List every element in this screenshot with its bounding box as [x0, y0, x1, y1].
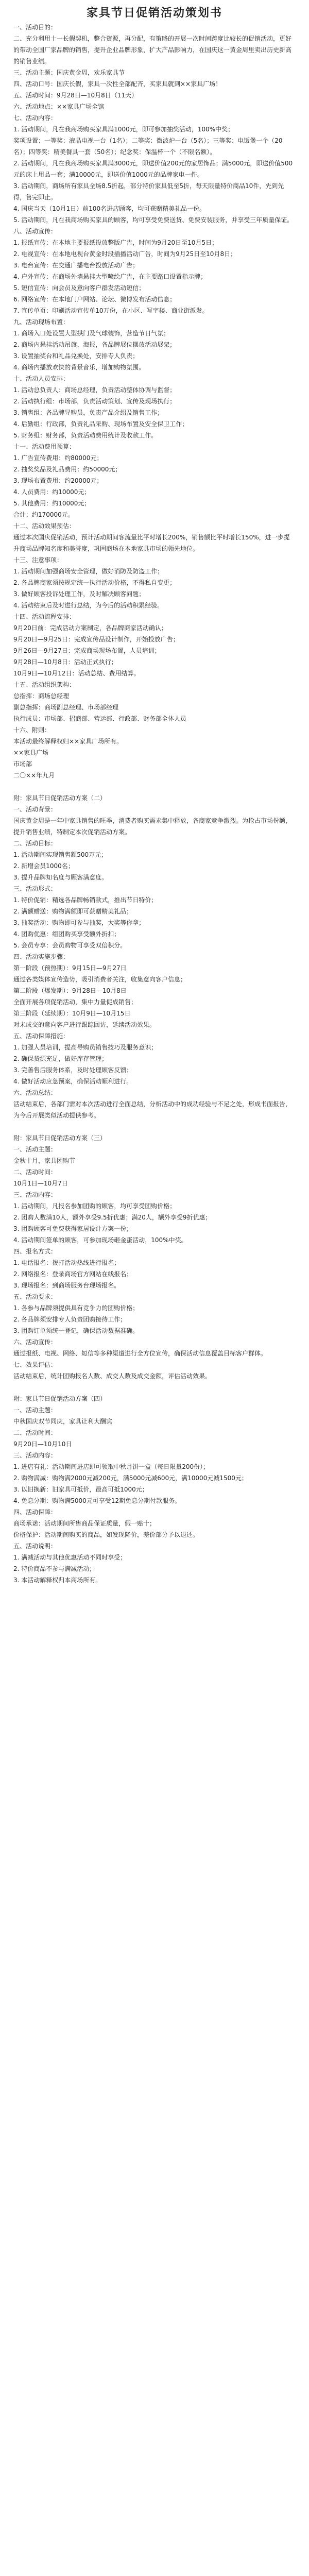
section-heading: 四、报名方式：	[13, 1248, 57, 1255]
section-heading: 三、活动内容：	[13, 1191, 57, 1198]
paragraph: 本活动最终解释权归××家具广场所有。	[13, 738, 123, 745]
section-heading: 一、活动目的：	[13, 24, 57, 31]
paragraph: 价格保护：活动期间购买的商品，如发现降价，差价部分予以退还。	[13, 1531, 199, 1538]
paragraph: 3. 提升品牌知名度与顾客满意度。	[13, 874, 108, 881]
paragraph: 2. 网络报名：登录商场官方网站在线报名；	[13, 1270, 133, 1278]
paragraph: 9月20日—9月25日：完成宣传品设计制作，开始投放广告；	[13, 636, 179, 643]
paragraph: 国庆黄金周是一年中家具销售的旺季，消费者购买需求集中释放，各商家竞争激烈。为抢占市场份额，提升销售业绩，特制定本次促销活动方案。	[13, 817, 292, 836]
paragraph: 2. 抽奖奖品及礼品费用：约50000元；	[13, 466, 122, 473]
paragraph: 1. 加强人员培训，提高导购员销售技巧及服务意识；	[13, 1044, 158, 1051]
section-heading: 二、活动目标：	[13, 840, 57, 847]
paragraph: 对未成交的意向客户进行跟踪回访，延续活动效果。	[13, 1021, 156, 1028]
paragraph: 奖项设置：一等奖：液晶电视一台（1名）；二等奖：微波炉一台（5名）；三等奖：电饭煲一个（20名）；四等奖：精美餐具一套（50名）；纪念奖：保温杯一个（不限名额）。	[13, 137, 283, 156]
section-heading: 三、活动内容：	[13, 1452, 57, 1459]
paragraph: 4. 户外宣传：在商场外墙悬挂大型喷绘广告，在主要路口设置指示牌；	[13, 273, 207, 280]
section-heading: 五、活动要求：	[13, 1293, 57, 1300]
paragraph: 市场部	[13, 760, 32, 768]
paragraph: 第三阶段（延续期）：10月9日—10月15日	[13, 1010, 131, 1017]
paragraph: 3. 现场布置费用：约20000元；	[13, 477, 103, 484]
section-heading: 二、活动时间：	[13, 1429, 57, 1436]
paragraph: 9月28日—10月8日：活动正式执行；	[13, 658, 117, 666]
paragraph: 5. 活动期间，凡在我商场购买家具的顾客，均可享受免费送货、免费安装服务，并享受三年质量保证。	[13, 216, 294, 224]
paragraph: 1. 活动期间加强商场安全管理，做好消防及防盗工作；	[13, 568, 164, 575]
paragraph: 1. 活动期间，凡在我商场购买家具满1000元，即可参加抽奖活动，100%中奖；	[13, 126, 234, 133]
paragraph: 7. 宣传单页：印刷活动宣传单10万份，在小区、写字楼、商业街派发。	[13, 307, 209, 314]
paragraph: 2. 确保货源充足，做好库存管理；	[13, 1055, 108, 1062]
paragraph: 5. 会员专享：会员购物可享受双倍积分。	[13, 942, 127, 949]
paragraph: 总指挥：商场总经理	[13, 692, 70, 700]
paragraph: 1. 广告宣传费用：约80000元；	[13, 454, 103, 462]
section-heading: 九、活动现场布置：	[13, 318, 70, 326]
paragraph: 1. 活动总负责人：商场总经理，负责活动整体协调与监督；	[13, 386, 176, 394]
section-heading: 附：家具节日促销活动方案（四）	[13, 1395, 107, 1402]
paragraph: 3. 电台宣传：在交通广播电台投放活动广告；	[13, 262, 139, 269]
paragraph: 通过各类媒体宣传造势，吸引消费者关注，收集意向客户信息；	[13, 976, 187, 983]
section-heading: 三、活动主题：国庆黄金周，欢乐家具节	[13, 69, 125, 76]
paragraph: 4. 活动结束后及时进行总结，为今后的活动积累经验。	[13, 602, 164, 609]
section-heading: 三、活动形式：	[13, 885, 57, 892]
paragraph: 3. 做好顾客投诉处理工作，及时解决顾客问题；	[13, 590, 145, 598]
paragraph: 商场承诺：活动期间所售商品保证质量，假一赔十；	[13, 1520, 156, 1527]
paragraph: 执行成员：市场部、招商部、营运部、行政部、财务部全体人员	[13, 715, 187, 722]
paragraph: ××家具广场	[13, 749, 49, 756]
section-heading: 四、活动保障：	[13, 1509, 57, 1516]
paragraph: 4. 人员费用：约10000元；	[13, 488, 91, 496]
section-heading: 七、效果评估：	[13, 1361, 57, 1368]
paragraph	[13, 1121, 296, 1132]
paragraph: 3. 团购订单须统一登记，确保活动数据准确。	[13, 1327, 139, 1334]
paragraph: 4. 团购优惠：组团购买享受额外折扣；	[13, 930, 121, 938]
section-heading: 六、活动地点：××家具广场全馆	[13, 103, 105, 110]
paragraph: 3. 活动期间，商场所有家具全场8.5折起，部分特价家具低至5折，每天限量特价商品10件，先到先得，售完即止。	[13, 182, 284, 201]
section-heading: 五、活动保障措施：	[13, 1032, 70, 1040]
section-heading: 十、活动人员安排：	[13, 375, 70, 382]
paragraph: 1. 电话报名：拨打活动热线进行报名；	[13, 1259, 121, 1266]
paragraph: 全面开展各项促销活动，集中力量促成销售；	[13, 998, 138, 1006]
section-heading: 五、活动说明：	[13, 1543, 57, 1550]
paragraph: 1. 活动期间，凡报名参加团购的顾客，均可享受团购价格；	[13, 1202, 176, 1210]
section-heading: 一、活动背景：	[13, 806, 57, 813]
paragraph: 中秋国庆双节同庆，家具让利大酬宾	[13, 1418, 113, 1425]
paragraph: 2. 满额赠送：购物满额即可获赠精美礼品；	[13, 908, 133, 915]
paragraph: 2. 团购人数满10人，额外享受9.5折优惠；满20人，额外享受9折优惠；	[13, 1214, 212, 1221]
paragraph: 5. 短信宣传：向会员及意向客户群发活动短信；	[13, 284, 145, 292]
section-heading: 十一、活动费用预算：	[13, 443, 76, 450]
paragraph: 活动结束后，统计团购报名人数、成交人数及成交金额，评估活动效果。	[13, 1372, 212, 1380]
paragraph: 1. 各参与品牌须提供具有竞争力的团购价格；	[13, 1304, 139, 1312]
document-body	[13, 22, 296, 1586]
section-heading: 四、活动口号：国庆长假，家具一次性全部配齐，买家具就到××家具广场！	[13, 80, 222, 88]
section-heading: 四、活动实施步骤：	[13, 953, 70, 960]
paragraph: 1. 商场入口处设置大型拱门及气球装饰，营造节日气氛；	[13, 330, 170, 337]
paragraph: 1. 满减活动与其他优惠活动不同时享受；	[13, 1554, 127, 1561]
paragraph: 活动结束后，各部门需对本次活动进行全面总结，分析活动中的成功经验与不足之处，形成书面报告，为今后开展类似活动提供参考。	[13, 1100, 292, 1119]
paragraph: 3. 以旧换新：旧家具可抵价，最高可抵1000元；	[13, 1486, 148, 1493]
paragraph: 3. 本活动解释权归本商场所有。	[13, 1577, 102, 1584]
section-heading: 一、活动主题：	[13, 1146, 57, 1153]
paragraph: 4. 做好活动应急预案，确保活动顺利进行。	[13, 1078, 133, 1085]
section-heading: 附：家具节日促销活动方案（二）	[13, 794, 107, 802]
paragraph: 3. 销售组：各品牌导购员，负责产品介绍及销售工作；	[13, 409, 164, 416]
document-title: 家具节日促销活动策划书	[86, 6, 222, 20]
section-heading: 八、活动宣传：	[13, 228, 57, 235]
paragraph: 2. 活动期间，凡在我商场购买家具满3000元，即送价值200元的家居饰品；满5000元，即送价值500元的床上用品一套；满10000元，即送价值1000元的品牌家电一件。	[13, 160, 293, 178]
paragraph	[13, 781, 296, 792]
paragraph: 4. 后勤组：行政部，负责礼品采购、现场布置及安全保卫工作；	[13, 420, 188, 428]
paragraph: 合计：约170000元。	[13, 511, 74, 518]
section-heading: 七、活动内容：	[13, 114, 57, 122]
section-heading: 五、活动时间：9月28日—10月8日（11天）	[13, 92, 138, 99]
section-heading: 十六、附则：	[13, 726, 51, 734]
paragraph: 4. 免息分期：购物满5000元可享受12期免息分期付款服务。	[13, 1497, 181, 1504]
paragraph: 5. 其他费用：约10000元；	[13, 500, 91, 507]
paragraph: 2. 购物满减：购物满2000元减200元，满5000元减600元，满10000元减1500元；	[13, 1475, 248, 1482]
paragraph: 4. 活动期间签单的顾客，可参加现场砸金蛋活动，100%中奖。	[13, 1236, 187, 1244]
section-heading: 六、活动宣传：	[13, 1338, 57, 1346]
paragraph: 第一阶段（预热期）：9月15日—9月27日	[13, 964, 127, 972]
paragraph: 副总指挥：商场副总经理、市场部经理	[13, 704, 119, 711]
paragraph: 1. 特价促销：精选各品牌畅销款式，推出节日特价；	[13, 896, 158, 904]
paragraph: 2. 各品牌须安排专人负责团购接待工作；	[13, 1316, 127, 1323]
paragraph: 2. 各品牌商家须按规定统一执行活动价格，不得私自变更；	[13, 579, 176, 586]
section-heading: 二、充分利用十一长假契机，整合资源，再分配，有策略的开展一次时间跨度比较长的促销活动，更好的带动全国厂家品牌的销售，提升企业品牌形象，扩大产品影响力，在国庆这一黄金周里卖出历史新高的销售业绩。	[13, 35, 292, 65]
paragraph: 3. 团购顾客可免费获得家居设计方案一份；	[13, 1225, 133, 1232]
paragraph: 二〇××年九月	[13, 772, 55, 779]
paragraph: 3. 完善售后服务体系，及时处理顾客反馈；	[13, 1066, 133, 1074]
paragraph: 2. 商场内悬挂活动吊旗、海报，各品牌展位摆放活动展架；	[13, 341, 176, 348]
paragraph: 第二阶段（爆发期）：9月28日—10月8日	[13, 987, 127, 994]
paragraph: 1. 进店有礼：活动期间进店即可领取中秋月饼一盒（每日限量200份）；	[13, 1463, 210, 1470]
paragraph	[13, 1382, 296, 1393]
paragraph: 3. 现场报名：到商场服务台现场报名。	[13, 1282, 121, 1289]
section-heading: 六、活动总结：	[13, 1089, 57, 1096]
paragraph: 9月26日—9月27日：完成商场现场布置，人员培训；	[13, 647, 161, 654]
paragraph: 通过报纸、电视、网络、短信等多种渠道进行全方位宣传，确保活动信息覆盖目标客户群体。	[13, 1350, 267, 1357]
section-heading: 十三、注意事项：	[13, 556, 63, 564]
paragraph: 9月20日前：完成活动方案制定，各品牌商家活动确认；	[13, 624, 167, 632]
section-heading: 二、活动时间：	[13, 1168, 57, 1176]
section-heading: 附：家具节日促销活动方案（三）	[13, 1134, 107, 1142]
paragraph: 2. 电视宣传：在本地电视台黄金时段插播活动广告，时间为9月25日至10月8日；	[13, 250, 237, 258]
paragraph: 金秋十月，家具团购节	[13, 1157, 76, 1164]
paragraph: 1. 活动期间实现销售额500万元；	[13, 851, 108, 858]
paragraph: 4. 商场内播放欢快的背景音乐，增加购物氛围。	[13, 364, 145, 371]
paragraph: 3. 抽奖活动：购物即可参与抽奖，大奖等你拿；	[13, 919, 145, 926]
paragraph: 6. 网络宣传：在本地门户网站、论坛、微博发布活动信息；	[13, 296, 176, 303]
section-heading: 一、活动主题：	[13, 1406, 57, 1414]
paragraph: 2. 特价商品不参与满减活动；	[13, 1565, 96, 1572]
paragraph: 1. 报纸宣传：在本地主要报纸投放整版广告，时间为9月20日至10月5日；	[13, 239, 218, 246]
section-heading: 十二、活动效果预估：	[13, 522, 76, 530]
section-heading: 十五、活动组织架构：	[13, 681, 76, 688]
paragraph: 10月1日—10月7日	[13, 1180, 68, 1187]
paragraph: 通过本次国庆促销活动，预计活动期间客流量比平时增长200%，销售额比平时增长150%，进一步提升商场品牌知名度和美誉度，巩固商场在本地家具市场的领先地位。	[13, 534, 290, 552]
paragraph: 3. 设置抽奖台和礼品兑换处，安排专人负责；	[13, 352, 139, 360]
paragraph: 2. 新增会员1000名；	[13, 862, 74, 870]
paragraph: 2. 活动执行组：市场部，负责活动策划、宣传及现场执行；	[13, 398, 176, 405]
paragraph: 9月20日—10月10日	[13, 1440, 72, 1448]
section-heading: 十四、活动流程安排：	[13, 613, 76, 620]
paragraph: 5. 财务组：财务部，负责活动费用统计及收款工作。	[13, 432, 158, 439]
paragraph: 4. 国庆当天（10月1日）前100名进店顾客，均可获赠精美礼品一份。	[13, 205, 206, 212]
paragraph: 10月9日—10月12日：活动总结、费用结算。	[13, 670, 140, 677]
